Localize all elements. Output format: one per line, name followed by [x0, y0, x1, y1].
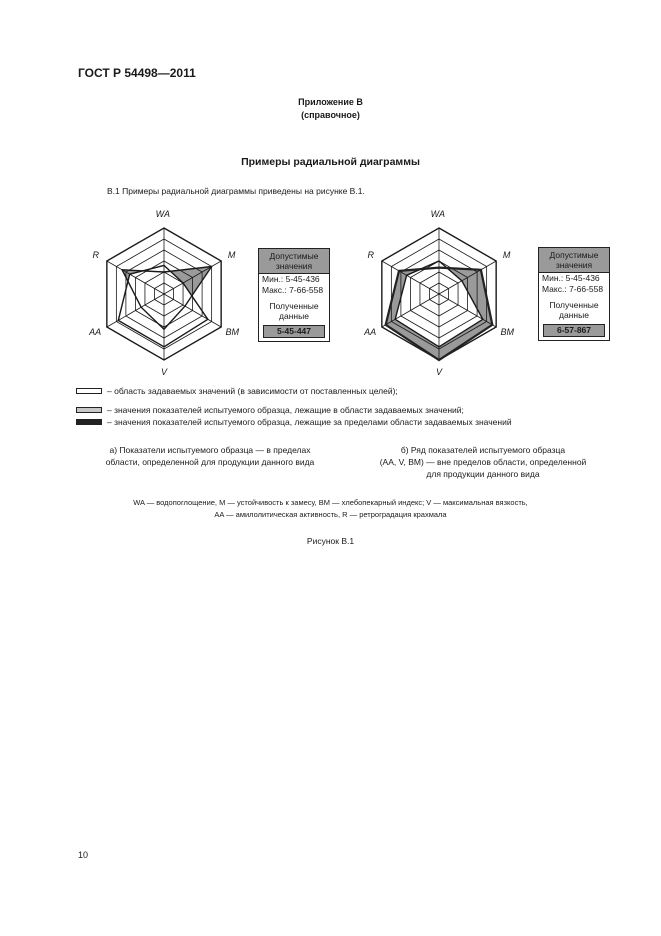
legend-item-inside: – значения показателей испытуемого образца, лежащие в области задаваемых значений; [76, 405, 464, 415]
legend-swatch-range [76, 388, 102, 394]
axis-label-bm: BM [225, 327, 240, 337]
tolerance-box-a [258, 248, 330, 342]
max-row: Макс.: 7-66-558 [542, 284, 604, 294]
radar-chart-a [80, 210, 250, 390]
legend-swatch-outside [76, 419, 102, 425]
axis-label-m: M [227, 250, 236, 260]
axis-label-bm: BM [500, 327, 515, 337]
axis-label-r: R [367, 250, 374, 260]
axis-label-aa: AA [364, 327, 377, 337]
axis-label-wa: WA [155, 210, 170, 219]
legend-swatch-inside [76, 407, 102, 413]
obtained-label: Полученные данные [549, 300, 599, 320]
page-number: 10 [78, 850, 89, 860]
min-row: Мин.: 5-45-436 [542, 273, 600, 283]
radar-chart-b [355, 210, 525, 390]
legend-item-range: – область задаваемых значений (в зависимости от поставленных целей); [76, 386, 398, 396]
tolerance-header: Допустимые значения [539, 248, 609, 273]
axis-label-r: R [92, 250, 99, 260]
appendix-subtitle: (справочное) [301, 110, 360, 120]
intro-text: В.1 Примеры радиальной диаграммы приведены на рисунке В.1. [107, 186, 365, 196]
axis-label-v: V [435, 367, 443, 377]
obtained-value: 5-45-447 [263, 325, 325, 338]
tolerance-box-b [538, 247, 610, 341]
abbreviations-note: WA — водопоглощение, M — устойчивость к замесу, BM — хлебопекарный индекс; V — максимальная вязкость, AA — амилолитическая активность, R — ретроградация крахмала [133, 498, 528, 519]
axis-label-wa: WA [430, 210, 445, 219]
caption-a: а) Показатели испытуемого образца — в пределах области, определенной для продукции данного вида [105, 445, 315, 467]
obtained-value: 6-57-867 [543, 324, 605, 337]
figure-label: Рисунок В.1 [306, 536, 355, 546]
axis-label-v: V [160, 367, 168, 377]
obtained-label: Полученные данные [269, 301, 319, 321]
axis-label-aa: AA [89, 327, 102, 337]
caption-b: б) Ряд показателей испытуемого образца (AA, V, BM) — вне пределов области, определенной для продукции данного вида [379, 445, 587, 479]
axis-label-m: M [502, 250, 511, 260]
document-code: ГОСТ Р 54498—2011 [78, 66, 196, 80]
min-row: Мин.: 5-45-436 [262, 274, 320, 284]
tolerance-header: Допустимые значения [259, 249, 329, 274]
section-title: Примеры радиальной диаграммы [241, 156, 420, 168]
max-row: Макс.: 7-66-558 [262, 285, 324, 295]
appendix-title: Приложение В [298, 97, 363, 107]
legend-item-outside: – значения показателей испытуемого образца, лежащие за пределами области задаваемых значений [76, 417, 512, 427]
